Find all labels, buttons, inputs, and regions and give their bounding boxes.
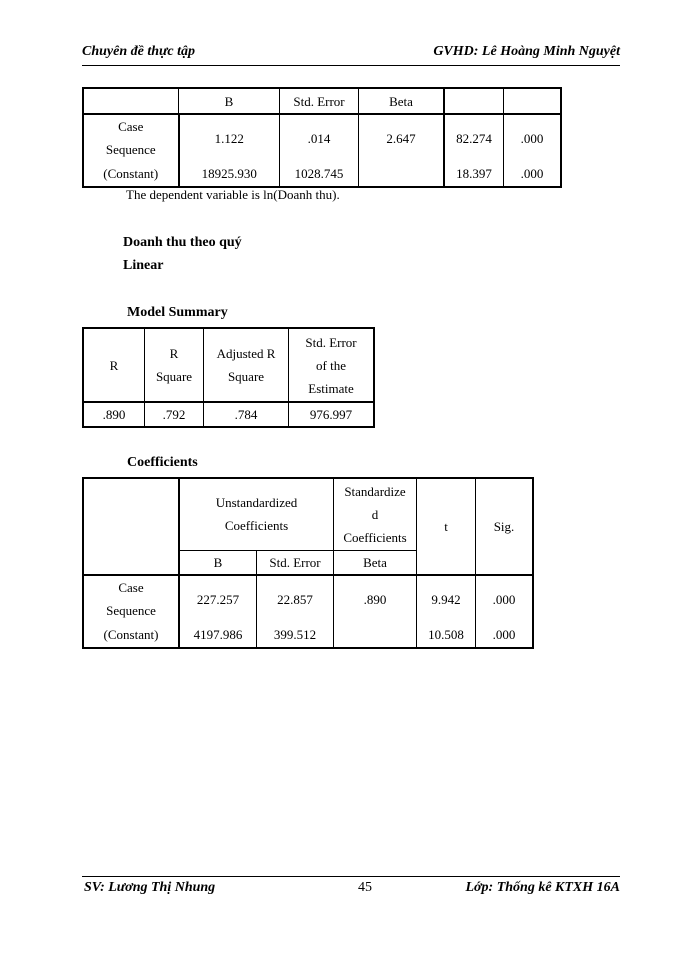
model-type: Linear (123, 258, 164, 273)
ms-std-error: 976.997 (289, 402, 375, 427)
row-label-line: Case (118, 580, 144, 595)
cell-se: 22.857 (257, 575, 334, 622)
table-row (83, 161, 561, 187)
t1-head-se: Std. Error (280, 88, 359, 114)
coef-head-t: t (417, 478, 476, 575)
coef-head-sig: Sig. (476, 478, 534, 575)
ms-head-r-square (145, 328, 204, 402)
section-title: Doanh thu theo quý (123, 235, 242, 250)
coef-head-b: B (179, 550, 257, 575)
row-label (83, 114, 179, 161)
header-line: Square (155, 369, 193, 384)
coefficients-title: Coefficients (127, 455, 198, 470)
header-line: Standardize (344, 483, 406, 499)
cell-beta: 2.647 (359, 114, 445, 161)
coefficients-table-exponential (82, 87, 562, 188)
ms-head-adj-r-square (204, 328, 289, 402)
cell-sig: .000 (504, 161, 562, 187)
cell-sig: .000 (476, 575, 534, 622)
header-line: Estimate (308, 380, 354, 396)
header-line: Coefficients (224, 518, 289, 534)
cell-b: 227.257 (179, 575, 257, 622)
cell-se: 1028.745 (280, 161, 359, 187)
header-line: Unstandardized (215, 495, 298, 511)
footer-student: SV: Lương Thị Nhung (84, 880, 216, 895)
model-summary-table (82, 327, 375, 428)
coef-head-beta: Beta (334, 550, 417, 575)
t1-head-t (444, 88, 504, 114)
ms-r-square: .792 (145, 402, 204, 427)
cell-beta (359, 161, 445, 187)
row-label-line: Case (118, 119, 144, 134)
row-label-line: Sequence (105, 142, 156, 157)
header-left: Chuyên đề thực tập (82, 44, 196, 59)
header-line: Square (227, 369, 265, 384)
header-line: Std. Error (305, 334, 357, 350)
coefficients-table (82, 477, 534, 649)
header-line: of the (316, 357, 346, 373)
model-summary-title: Model Summary (127, 305, 228, 320)
page-number: 45 (358, 880, 372, 895)
cell-t: 9.942 (417, 575, 476, 622)
header-line: Coefficients (343, 529, 407, 545)
cell-t: 10.508 (417, 622, 476, 648)
cell-beta (334, 622, 417, 648)
t1-head-beta: Beta (359, 88, 445, 114)
ms-r: .890 (83, 402, 145, 427)
t1-head-sig (504, 88, 562, 114)
cell-sig: .000 (476, 622, 534, 648)
row-label: (Constant) (83, 622, 179, 648)
cell-se: .014 (280, 114, 359, 161)
table-row (83, 114, 561, 161)
table-row (83, 575, 533, 622)
ms-head-std-error (289, 328, 375, 402)
header-line: R (169, 346, 179, 361)
header-line: d (371, 506, 379, 522)
footer-rule (82, 876, 620, 877)
row-label: (Constant) (83, 161, 179, 187)
cell-beta: .890 (334, 575, 417, 622)
coef-head-std (334, 478, 417, 550)
cell-se: 399.512 (257, 622, 334, 648)
t1-head-empty (83, 88, 179, 114)
header-line: Adjusted R (216, 346, 276, 361)
coef-head-unstd (179, 478, 334, 550)
t1-head-b: B (179, 88, 280, 114)
row-label (83, 575, 179, 622)
cell-t: 82.274 (444, 114, 504, 161)
footer-class: Lớp: Thống kê KTXH 16A (465, 880, 620, 895)
cell-sig: .000 (504, 114, 562, 161)
cell-b: 18925.930 (179, 161, 280, 187)
dependent-variable-note: The dependent variable is ln(Doanh thu). (126, 187, 340, 202)
row-label-line: Sequence (106, 603, 156, 618)
ms-adj-r-square: .784 (204, 402, 289, 427)
header-right: GVHD: Lê Hoàng Minh Nguyệt (433, 44, 620, 59)
coef-head-empty (83, 478, 179, 575)
cell-t: 18.397 (444, 161, 504, 187)
cell-b: 1.122 (179, 114, 280, 161)
table-row (83, 622, 533, 648)
header-rule (82, 65, 620, 66)
ms-head-r: R (83, 328, 145, 402)
cell-b: 4197.986 (179, 622, 257, 648)
table-row (83, 402, 374, 427)
coef-head-se: Std. Error (257, 550, 334, 575)
